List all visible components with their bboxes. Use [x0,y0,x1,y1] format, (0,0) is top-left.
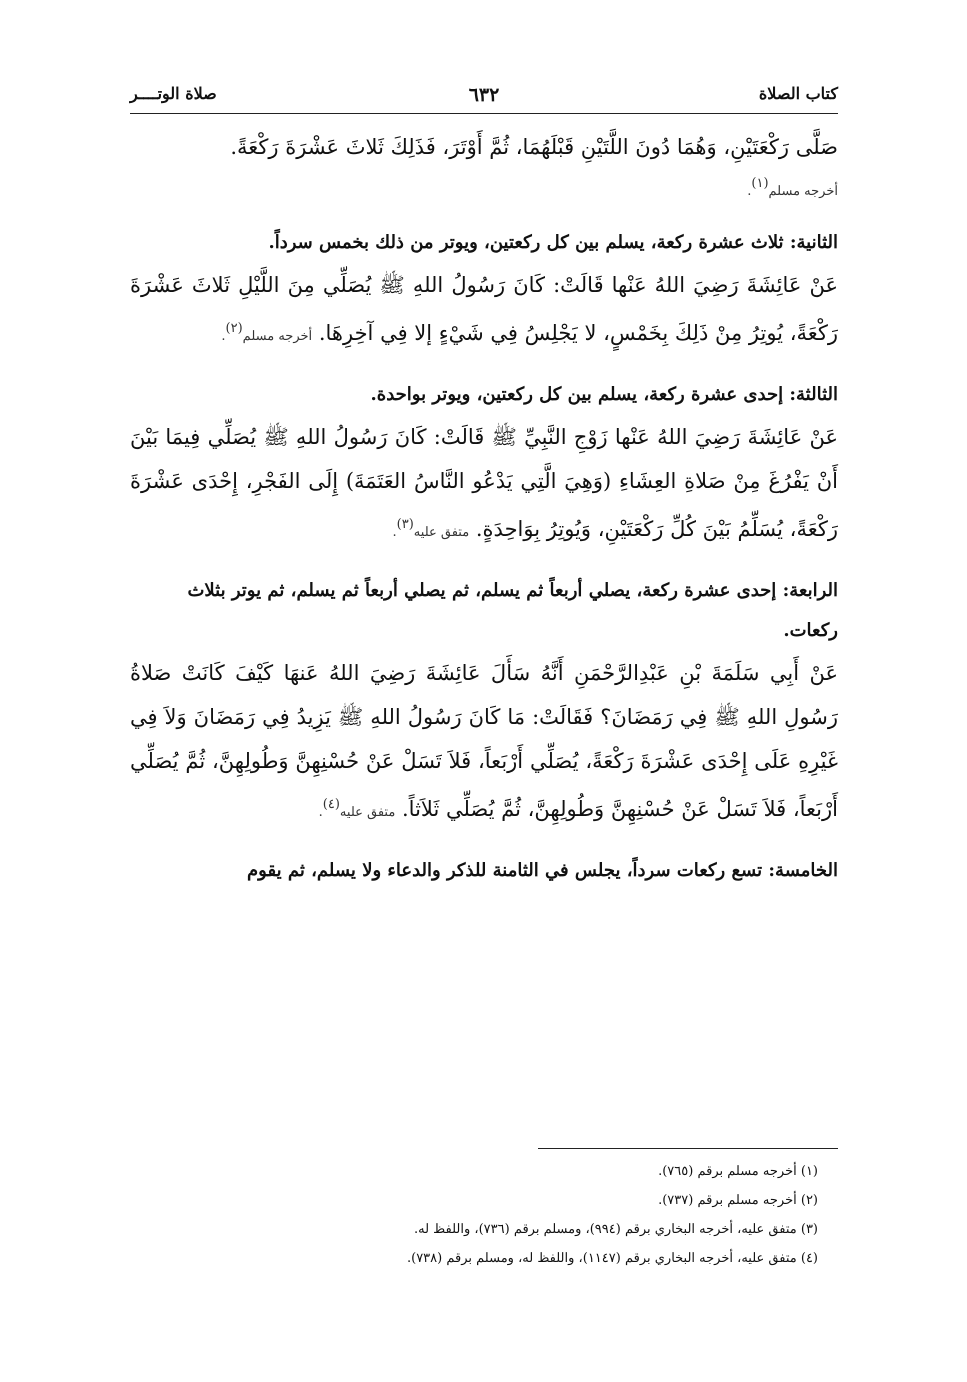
footnote-ref: (٣) [396,517,414,532]
page-body [130,125,838,891]
section-third [130,375,838,415]
hadith-third: عَنْ عَائِشَةَ رَضِيَ اللهُ عَنْها زَوْجِ النَّبِيِّ ﷺ قَالَتْ: كَانَ رَسُولُ اللهِ ﷺ يُصَلِّي فِيمَا بَيْنَ أَنْ يَفْرُغَ مِنْ صَلاةِ العِشَاءِ (وَهِيَ الَّتِي يَدْعُو النَّاسُ العَتَمَةَ) إِلَى الفَجْرِ، إِحْدَى عَشْرَةَ رَكْعَةً، يُسَلِّمُ بَيْنَ كُلِّ رَكْعَتَيْنِ، وَيُوتِرُ بِوَاحِدَةٍ. متفق عليه$^{(٣)}$. [130,425,838,541]
hadith-fourth: عَنْ أَبِي سَلَمَةَ بْنِ عَبْدِالرَّحْمَنِ أَنَّهُ سَأَلَ عَائِشَةَ رَضِيَ اللهُ عَنهَا كَيْفَ كَانَتْ صَلاةُ رَسُولِ اللهِ ﷺ فِي رَمَضَانَ؟ فَقَالَتْ: مَا كَانَ رَسُولُ اللهِ ﷺ يَزِيدُ فِي رَمَضَانَ وَلاَ فِي غَيْرِهِ عَلَى إِحْدَى عَشْرَةَ رَكْعَةً، يُصَلِّي أَرْبَعاً، فَلاَ تَسَلْ عَنْ حُسْنِهِنَّ وَطُولِهِنَّ، ثُمَّ يُصَلِّي أَرْبَعاً، فَلاَ تَسَلْ عَنْ حُسْنِهِنَّ وَطُولِهِنَّ، ثُمَّ يُصَلِّي ثَلاَثاً. متفق عليه$^{(٤)}$. [130,661,838,821]
source-label: أخرجه مسلم [768,184,838,199]
footnote-4: (٤) متفق عليه، أخرجه البخاري برقم (١١٤٧)، واللفظ له، ومسلم برقم (٧٣٨). [406,1251,818,1266]
footnote-2: (٢) أخرجه مسلم برقم (٧٣٧). [658,1193,818,1208]
page-number: ٦٣٢ [468,84,500,106]
footnote-ref: (١) [751,176,769,191]
section-second [130,223,838,263]
section-label: الرابعة: [782,580,838,601]
continuation-hadith [130,125,838,169]
hadith-second: عَنْ عَائِشَةَ رَضِيَ اللهُ عَنْها قَالَتْ: كَانَ رَسُولُ اللهِ ﷺ يُصَلِّي مِنَ اللَّيْلِ ثَلاثَ عَشْرَةَ رَكْعَةً، يُوتِرُ مِنْ ذَلِكَ بِخَمْسٍ، لا يَجْلِسُ فِي شَيْءٍ إلا فِي آخِرِهَا. أخرجه مسلم$^{(٢)}$. [130,273,838,345]
section-label: الثالثة: [789,384,838,405]
hadith-text: عَنْ أَبِي سَلَمَةَ بْنِ عَبْدِالرَّحْمَنِ أَنَّهُ سَأَلَ عَائِشَةَ رَضِيَ اللهُ عَنهَا كَيْفَ كَانَتْ صَلاةُ رَسُولِ اللهِ ﷺ فِي رَمَضَانَ؟ فَقَالَتْ: مَا كَانَ رَسُولُ اللهِ ﷺ يَزِيدُ فِي رَمَضَانَ وَلاَ فِي غَيْرِهِ عَلَى إِحْدَى عَشْرَةَ رَكْعَةً، يُصَلِّي أَرْبَعاً، فَلاَ تَسَلْ عَنْ حُسْنِهِنَّ وَطُولِهِنَّ، ثُمَّ يُصَلِّي أَرْبَعاً، فَلاَ تَسَلْ عَنْ حُسْنِهِنَّ وَطُولِهِنَّ، ثُمَّ يُصَلِّي ثَلاَثاً. [130,661,838,821]
section-text: ثلاث عشرة ركعة، يسلم بين كل ركعتين، ويوتر من ذلك بخمس سرداً. [268,232,784,253]
footnote-divider [538,1148,838,1149]
header-divider [130,113,838,114]
section-text: إحدى عشرة ركعة، يصلي أربعاً ثم يسلم، ثم يصلي أربعاً ثم يسلم، ثم يوتر بثلاث ركعات. [187,580,838,641]
book-title: كتاب الصلاة [758,84,838,103]
source-label: متفق عليه [413,525,470,540]
chapter-title: صلاة الوتــــر [130,84,217,103]
section-label: الخامسة: [768,860,838,881]
footnote-3: (٣) متفق عليه، أخرجه البخاري برقم (٩٩٤)، ومسلم برقم (٧٣٦)، واللفظ له. [413,1222,818,1237]
section-label: الثانية: [789,232,838,253]
hadith-text: عَنْ عَائِشَةَ رَضِيَ اللهُ عَنْها قَالَتْ: كَانَ رَسُولُ اللهِ ﷺ يُصَلِّي مِنَ اللَّيْلِ ثَلاثَ عَشْرَةَ رَكْعَةً، يُوتِرُ مِنْ ذَلِكَ بِخَمْسٍ، لا يَجْلِسُ فِي شَيْءٍ إلا فِي آخِرِهَا. [130,273,838,345]
section-fourth [130,571,838,651]
section-text: إحدى عشرة ركعة، يسلم بين كل ركعتين، ويوتر بواحدة. [370,384,784,405]
footnote-ref: (٢) [225,321,243,336]
continuation-text: صَلَّى رَكْعَتَيْنِ، وَهُمَا دُونَ اللَّتَيْنِ قَبْلَهُمَا، ثُمَّ أَوْتَرَ، فَذَلِكَ ثَلاثَ عَشْرَةَ رَكْعَةً. [230,135,838,159]
footnotes [130,1148,838,1273]
footnote-ref: (٤) [322,797,340,812]
running-header [130,80,838,110]
section-fifth [130,851,838,891]
page [130,80,838,1266]
footnote-1: (١) أخرجه مسلم برقم (٧٦٥). [658,1164,818,1179]
continuation-source: أخرجه مسلم$^{(١)}$. [747,176,838,199]
section-text: تسع ركعات سرداً، يجلس في الثامنة للذكر والدعاء ولا يسلم، ثم يقوم [247,860,763,881]
hadith-text: عَنْ عَائِشَةَ رَضِيَ اللهُ عَنْها زَوْجِ النَّبِيِّ ﷺ قَالَتْ: كَانَ رَسُولُ اللهِ ﷺ يُصَلِّي فِيمَا بَيْنَ أَنْ يَفْرُغَ مِنْ صَلاةِ العِشَاءِ (وَهِيَ الَّتِي يَدْعُو النَّاسُ العَتَمَةَ) إِلَى الفَجْرِ، إِحْدَى عَشْرَةَ رَكْعَةً، يُسَلِّمُ بَيْنَ كُلِّ رَكْعَتَيْنِ، وَيُوتِرُ بِوَاحِدَةٍ. [130,425,838,541]
source-label: متفق عليه [339,805,396,820]
source-label: أخرجه مسلم [242,329,313,344]
